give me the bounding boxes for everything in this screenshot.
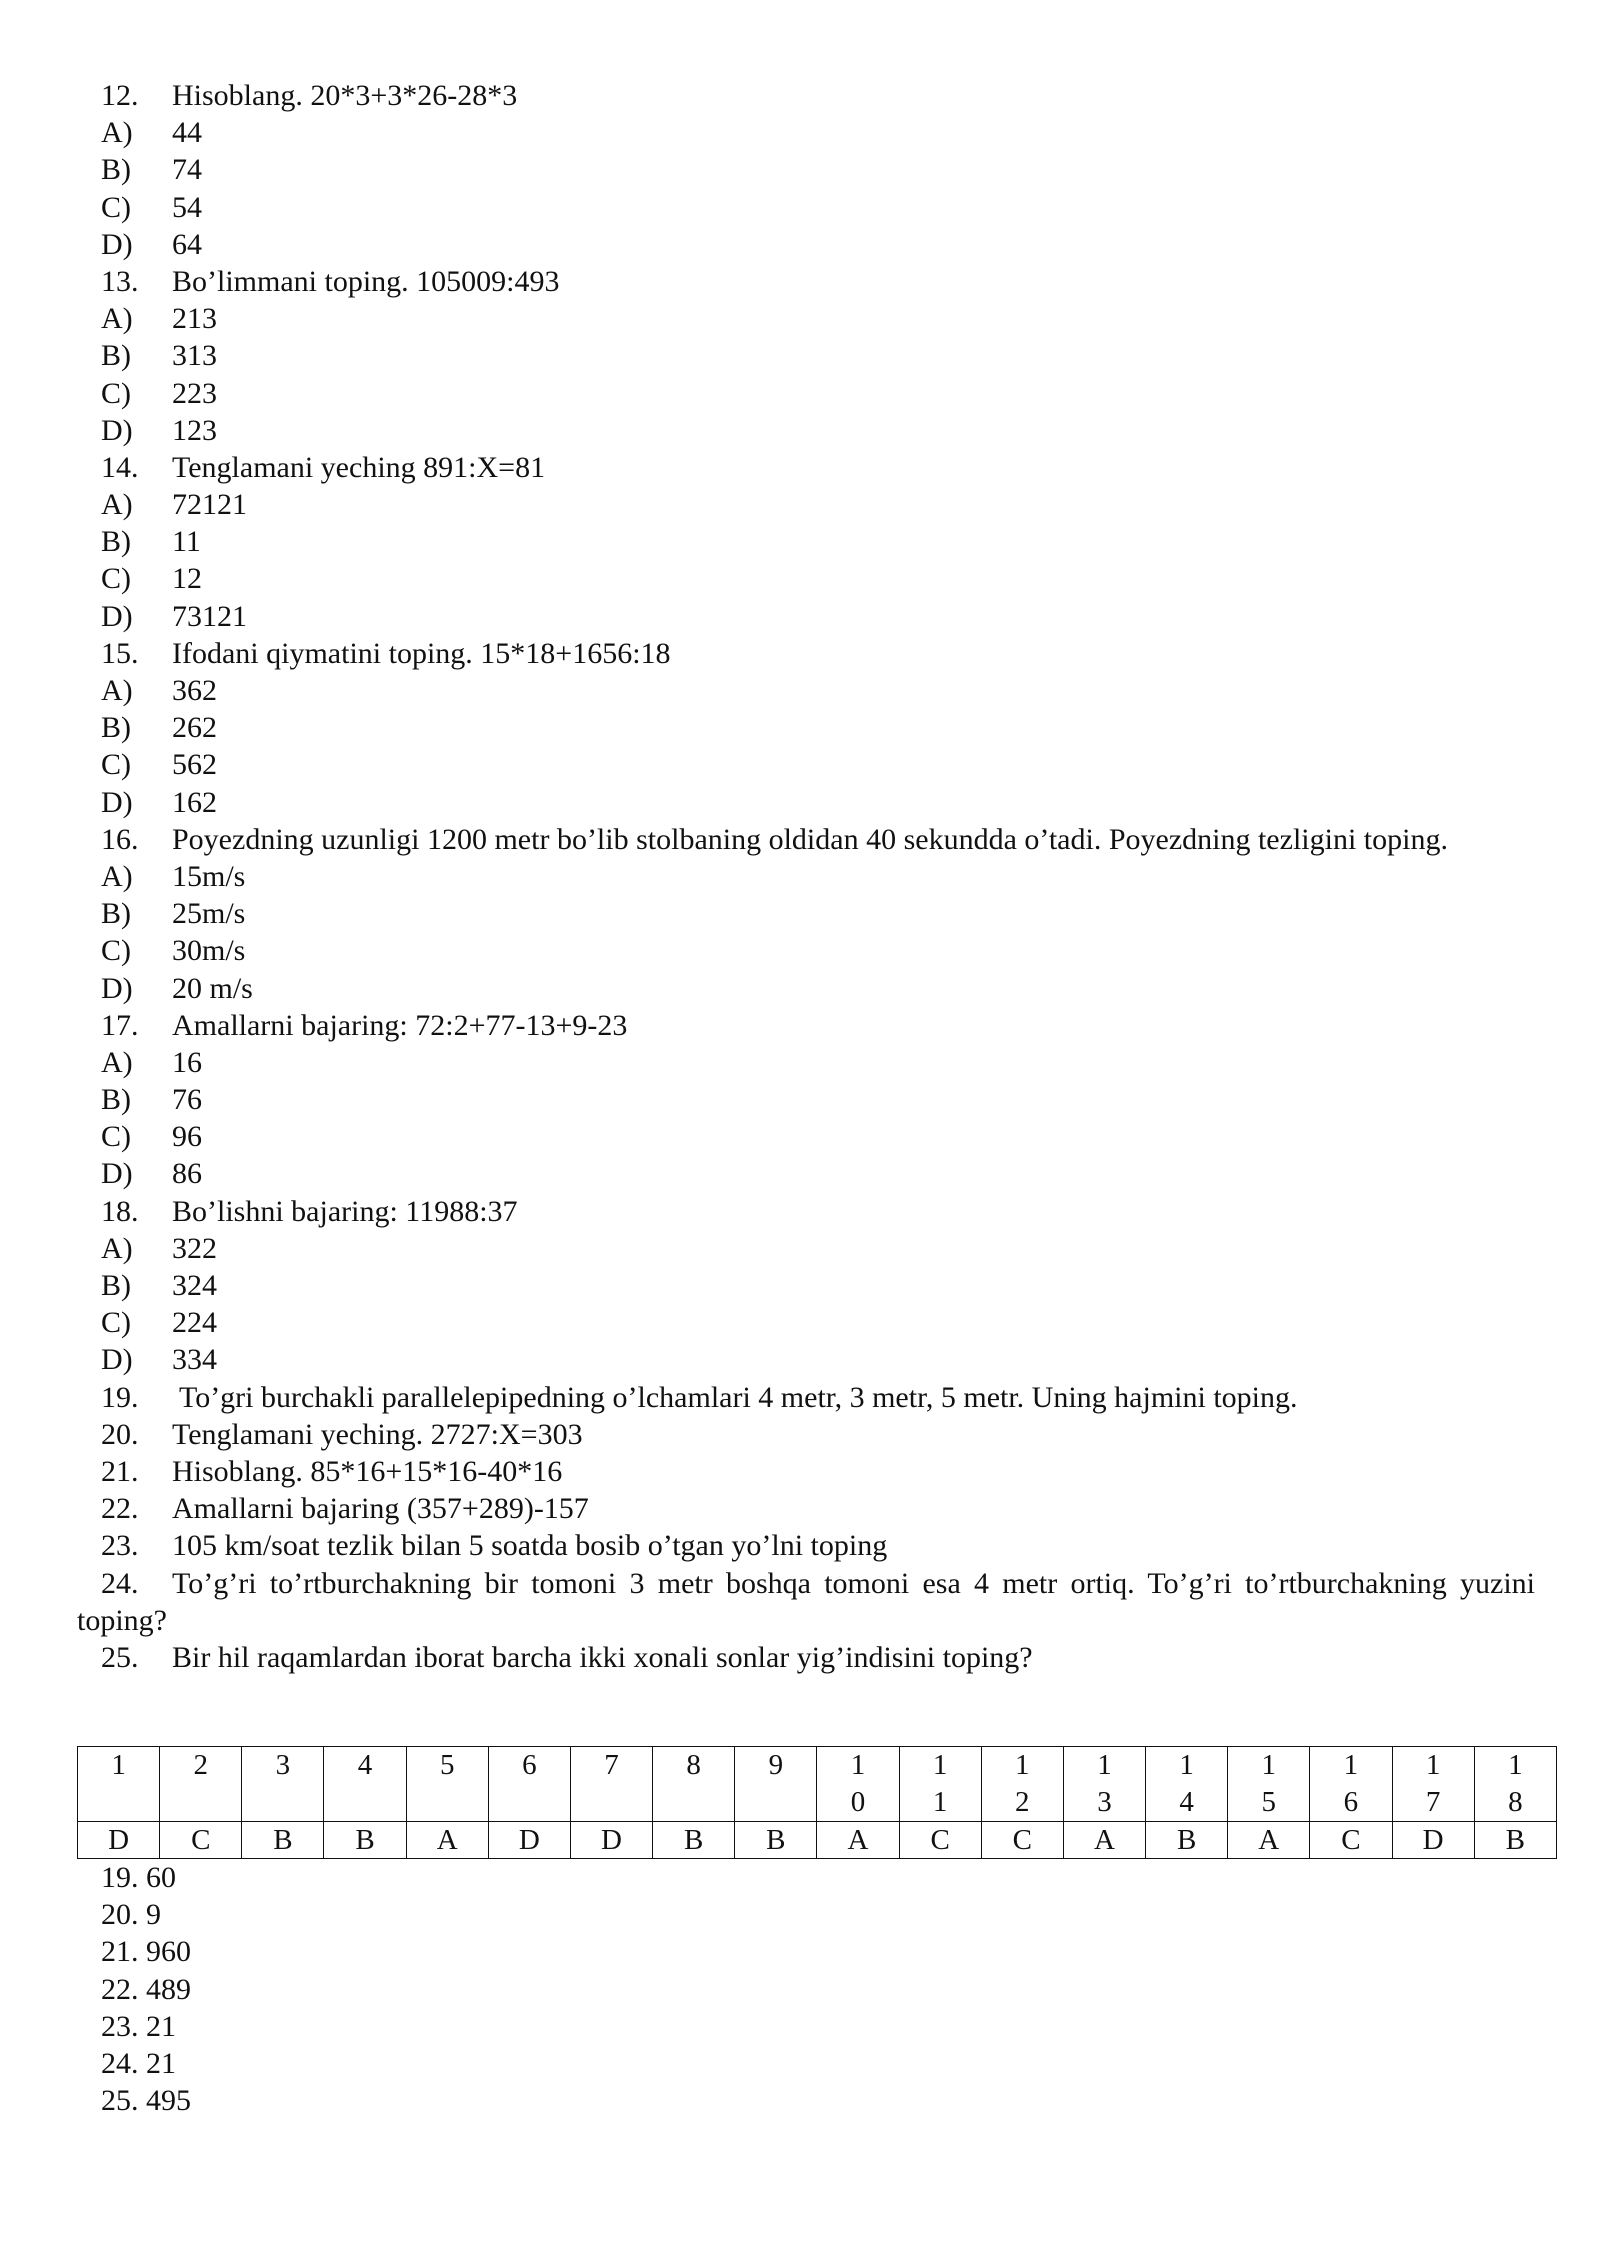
option-line [77,114,1535,151]
open-question [77,1565,1535,1639]
option-label: B) [101,711,131,745]
answer-key-letter-cell: D [570,1822,652,1859]
answer-key-letter-cell: A [817,1822,899,1859]
option-label: A) [101,859,133,893]
option-text: 213 [172,302,217,336]
option-label: C) [101,190,131,224]
option-line [77,1044,1535,1081]
option-label: D) [101,971,133,1005]
option-text: 562 [172,748,217,782]
open-answer: 22. 489 [101,1972,191,2006]
answer-key-number-cell: 8 [653,1747,735,1822]
answer-key-number-cell: 11 [899,1747,981,1822]
option-label: A) [101,116,133,150]
question-number: 16. [101,822,139,856]
answer-key-number-cell: 9 [735,1747,817,1822]
option-line [77,1155,1535,1192]
question-text: Bir hil raqamlardan iborat barcha ikki xonali sonlar yig’indisini toping? [172,1640,1033,1674]
answer-key-letter-row [78,1822,1557,1859]
question-text: Amallarni bajaring (357+289)-157 [172,1492,589,1526]
option-line [77,672,1535,709]
answer-key-number-cell: 3 [242,1747,324,1822]
option-text: 86 [172,1157,202,1191]
option-text: 72121 [172,488,247,522]
answer-key-letter-cell: C [899,1822,981,1859]
open-answer: 19. 60 [101,1861,176,1895]
option-text: 11 [172,525,201,559]
question-number: 13. [101,264,139,298]
option-line [77,412,1535,449]
option-label: C) [101,562,131,596]
question-block [77,263,1535,449]
answer-key-table [77,1746,1557,1859]
open-question [77,1527,1535,1564]
option-text: 262 [172,711,217,745]
spacer [77,1676,1535,1746]
answer-key-letter-cell: B [653,1822,735,1859]
option-text: 162 [172,785,217,819]
option-label: A) [101,302,133,336]
answer-key-number-cell: 14 [1146,1747,1228,1822]
answer-key-letter-cell: D [78,1822,160,1859]
question-block [77,449,1535,635]
option-text: 322 [172,1231,217,1265]
option-text: 30m/s [172,934,246,968]
question-block [77,1007,1535,1193]
option-text: 334 [172,1343,217,1377]
answer-key-number-cell: 7 [570,1747,652,1822]
question-number: 21. [101,1454,139,1488]
question-line [77,77,1535,114]
answer-key-letter-cell: D [1392,1822,1474,1859]
option-label: D) [101,1343,133,1377]
question-text: 105 km/soat tezlik bilan 5 soatda bosib o’tgan yo’lni toping [172,1529,888,1563]
question-line [77,1007,1535,1044]
answer-key-number-cell: 17 [1392,1747,1474,1822]
question-text: To’g’ri to’rtburchakning bir tomoni 3 metr boshqa tomoni esa 4 metr ortiq. To’g’ri to’rtburchakning yuzini toping? [77,1566,1535,1637]
option-line [77,932,1535,969]
open-answer: 24. 21 [101,2047,176,2081]
open-answers-list [77,1859,1535,2119]
option-line [77,1118,1535,1155]
answer-key-number-cell: 18 [1474,1747,1556,1822]
option-text: 123 [172,413,217,447]
option-line [77,970,1535,1007]
option-label: B) [101,1269,131,1303]
question-number: 19. [101,1380,139,1414]
open-question [77,1416,1535,1453]
option-label: C) [101,934,131,968]
answer-key-letter-cell: B [1474,1822,1556,1859]
question-text: Bo’lishni bajaring: 11988:37 [172,1194,518,1228]
question-line [77,449,1535,486]
option-label: B) [101,339,131,373]
question-text: Bo’limmani toping. 105009:493 [172,264,560,298]
open-question [77,1379,1535,1416]
answer-key-letter-cell: A [1063,1822,1145,1859]
answer-key-letter-cell: B [1146,1822,1228,1859]
question-number: 15. [101,636,139,670]
question-line [77,1193,1535,1230]
answer-key-number-cell: 5 [406,1747,488,1822]
option-text: 25m/s [172,897,246,931]
question-line [77,263,1535,300]
question-text: Hisoblang. 20*3+3*26-28*3 [172,79,518,112]
question-block [77,1193,1535,1379]
option-line [77,1341,1535,1378]
option-line [77,709,1535,746]
option-line [77,226,1535,263]
question-block [77,821,1535,1007]
question-text: To’gri burchakli parallelepipedning o’lchamlari 4 metr, 3 metr, 5 metr. Uning hajmini toping. [172,1380,1298,1414]
answer-key-number-cell: 4 [324,1747,406,1822]
option-line [77,1304,1535,1341]
answer-key-number-cell: 15 [1228,1747,1310,1822]
option-text: 44 [172,116,202,150]
question-number: 24. [101,1566,139,1600]
option-text: 313 [172,339,217,373]
question-number: 22. [101,1492,139,1526]
answer-key-number-cell: 2 [160,1747,242,1822]
option-label: B) [101,1083,131,1117]
option-text: 224 [172,1306,217,1340]
option-line [77,486,1535,523]
answer-key-number-cell: 1 [78,1747,160,1822]
question-number: 18. [101,1194,139,1228]
question-text: Ifodani qiymatini toping. 15*18+1656:18 [172,636,671,670]
option-text: 223 [172,376,217,410]
question-number: 25. [101,1640,139,1674]
option-label: A) [101,488,133,522]
option-text: 54 [172,190,202,224]
question-number: 17. [101,1008,139,1042]
option-text: 362 [172,674,217,707]
answer-key-number-cell: 6 [488,1747,570,1822]
option-text: 96 [172,1120,202,1154]
option-label: D) [101,227,133,261]
option-text: 324 [172,1269,217,1303]
option-line [77,560,1535,597]
option-label: C) [101,376,131,410]
question-number: 20. [101,1417,139,1451]
option-line [77,337,1535,374]
option-line [77,895,1535,932]
answer-key-number-cell: 13 [1063,1747,1145,1822]
option-label: C) [101,1120,131,1154]
option-label: A) [101,674,133,707]
option-line [77,1230,1535,1267]
option-label: B) [101,153,131,187]
option-label: A) [101,1231,133,1265]
answer-key-number-cell: 10 [817,1747,899,1822]
document-body [77,77,1535,2119]
option-label: C) [101,748,131,782]
open-question [77,1639,1535,1676]
open-question [77,1490,1535,1527]
open-answer: 20. 9 [101,1898,161,1932]
option-label: D) [101,599,133,633]
option-text: 20 m/s [172,971,253,1005]
answer-key-letter-cell: D [488,1822,570,1859]
option-label: D) [101,785,133,819]
option-line [77,523,1535,560]
answer-key-number-row [78,1747,1557,1822]
question-text: Tenglamani yeching. 2727:X=303 [172,1417,583,1451]
option-label: D) [101,1157,133,1191]
option-line [77,375,1535,412]
option-text: 16 [172,1045,202,1079]
option-line [77,746,1535,783]
option-label: B) [101,525,131,559]
option-text: 74 [172,153,202,187]
option-line [77,151,1535,188]
option-text: 64 [172,227,202,261]
answer-key-letter-cell: B [324,1822,406,1859]
question-text: Poyezdning uzunligi 1200 metr bo’lib stolbaning oldidan 40 sekundda o’tadi. Poyezdning tezligini toping. [172,822,1448,856]
option-text: 76 [172,1083,202,1117]
open-answer: 25. 495 [101,2084,191,2118]
answer-key-letter-cell: B [242,1822,324,1859]
question-paragraph [77,821,1535,858]
option-line [77,1267,1535,1304]
question-text: Amallarni bajaring: 72:2+77-13+9-23 [172,1008,628,1042]
option-text: 12 [172,562,202,596]
answer-key-letter-cell: C [1310,1822,1392,1859]
option-line [77,858,1535,895]
answer-key-number-cell: 16 [1310,1747,1392,1822]
question-line [77,635,1535,672]
option-label: B) [101,897,131,931]
option-text: 73121 [172,599,247,633]
open-answer: 23. 21 [101,2009,176,2043]
answer-key-letter-cell: C [160,1822,242,1859]
option-line [77,189,1535,226]
answer-key-letter-cell: A [406,1822,488,1859]
option-line [77,598,1535,635]
open-question [77,1453,1535,1490]
question-block [77,635,1535,821]
option-label: D) [101,413,133,447]
answer-key-letter-cell: B [735,1822,817,1859]
question-block [77,77,1535,263]
answer-key-letter-cell: A [1228,1822,1310,1859]
option-line [77,784,1535,821]
option-label: C) [101,1306,131,1340]
question-text: Hisoblang. 85*16+15*16-40*16 [172,1454,563,1488]
option-text: 15m/s [172,859,246,893]
option-line [77,1081,1535,1118]
question-number: 12. [101,79,139,112]
answer-key-number-cell: 12 [981,1747,1063,1822]
question-number: 23. [101,1529,139,1563]
option-line [77,300,1535,337]
open-answer: 21. 960 [101,1935,191,1969]
answer-key-letter-cell: C [981,1822,1063,1859]
option-label: A) [101,1045,133,1079]
question-number: 14. [101,450,139,484]
question-text: Tenglamani yeching 891:X=81 [172,450,546,484]
